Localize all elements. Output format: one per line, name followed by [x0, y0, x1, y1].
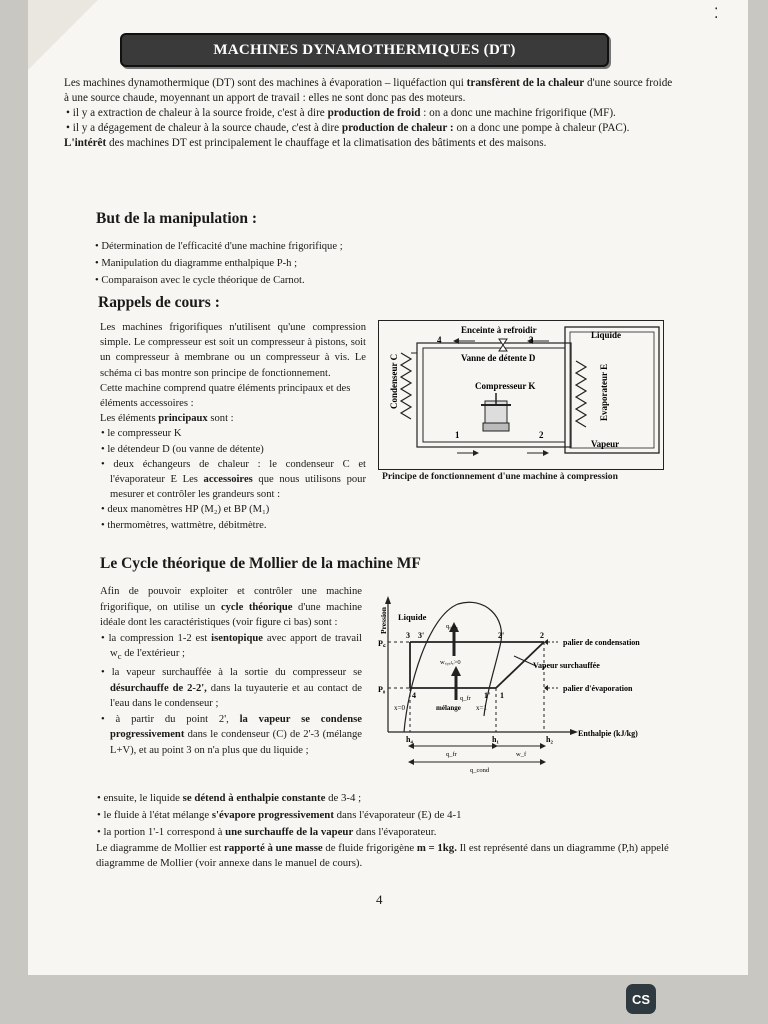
label-qfr-bottom: q_fr	[446, 751, 457, 758]
folded-corner	[28, 0, 98, 70]
intro-bullet-chaleur: • il y a dégagement de chaleur à la source chaude, c'est à dire production de chaleur : on a donc une pompe à chaleur (PAC).	[66, 122, 630, 134]
list-item: • ensuite, le liquide se détend à enthalpie constante de 3-4 ;	[97, 792, 362, 804]
label-x1: x=1	[476, 704, 487, 712]
point-label: 4	[412, 691, 416, 700]
label-vapeur: Vapeur	[591, 439, 620, 449]
cycle-paragraph: Afin de pouvoir exploiter et contrôler une machine frigorifique, on utilise un cycle théorique d'une machine idéale dont les caractéristiques (voir figure ci bas) sont :	[100, 586, 363, 629]
label-qfr: q_fr	[460, 695, 471, 702]
schema-figure	[378, 320, 664, 470]
page-number: 4	[376, 892, 383, 907]
label-liquide-zone: Liquide	[398, 612, 427, 622]
label-pc: P꜀	[378, 639, 386, 648]
list-item: • le détendeur D (ou vanne de détente)	[101, 443, 264, 455]
tick-label-h2: h₂	[546, 735, 553, 744]
mollier-diagram	[378, 596, 678, 776]
list-item: • Détermination de l'efficacité d'une machine frigorifique ;	[95, 241, 343, 252]
label-melange: mélange	[436, 704, 461, 712]
label-qcond: q꜀ₒₙₐ	[446, 623, 458, 630]
rappels-text	[100, 320, 366, 533]
heading-cycle: Le Cycle théorique de Mollier de la machine MF	[100, 555, 421, 572]
label-liquide: Liquide	[591, 330, 622, 340]
camscanner-logo: CS	[626, 984, 656, 1014]
intro-interet: L'intérêt des machines DT est principalement le chauffage et la climatisation des bâtiments et des maisons.	[64, 137, 547, 149]
rappels-paragraph: Les machines frigorifiques n'utilisent qu'une compression simple. Le compresseur est soit un compresseur à pistons, soit un compresseur à membrane ou un compresseur à vis. Le schéma ci bas montre son principe de fonctionnement.	[100, 322, 366, 379]
label-po: P₀	[378, 685, 386, 694]
point-label: 1	[500, 691, 504, 700]
list-item: • à partir du point 2', la vapeur se condense progressivement dans le condenseur (C) de 2'-3 (mélange L+V), et au point 3 on n'a plus que du liquide ;	[101, 713, 362, 757]
label-vanne: Vanne de détente D	[461, 353, 536, 363]
heading-but: But de la manipulation :	[96, 210, 258, 227]
bottom-paragraph: Le diagramme de Mollier est rapporté à une masse de fluide frigorigène m = 1kg. Il est représenté dans un diagramme (P,h) appelé diagramme de Mollier (voir annexe dans le manuel de cours).	[96, 842, 669, 869]
heading-rappels: Rappels de cours :	[98, 294, 220, 311]
label-vapeur-surchauffee: Vapeur surchauffée	[533, 661, 600, 670]
list-item: • deux manomètres HP (M₂) et BP (M₁)	[101, 504, 270, 516]
point-label: 4	[437, 335, 442, 345]
label-qcond-bottom: q_cond	[470, 767, 490, 774]
intro-section	[64, 76, 674, 151]
intro-paragraph: Les machines dynamothermique (DT) sont des machines à évaporation – liquéfaction qui transfèrent de la chaleur d'une source froide à une source chaude, moyennant un apport de travail : elles ne sont donc pas des moteurs.	[64, 77, 673, 104]
label-condenseur: Condenseur C	[389, 353, 399, 409]
point-label: 3	[406, 631, 410, 640]
list-item: • la compression 1-2 est isentopique avec apport de travail $w_c$ de l'extérieur ;	[101, 632, 362, 662]
label-x0: x=0	[394, 704, 405, 712]
list-item: • thermomètres, wattmètre, débitmètre.	[101, 519, 267, 531]
list-item: • la vapeur surchauffée à la sortie du compresseur se désurchauffe de 2-2', dans la tuyauterie et au contact de l'eau dans le condenseur ;	[101, 667, 363, 710]
list-item: • deux échangeurs de chaleur : le condenseur C et l'évaporateur E Les accessoires que nous utilisons pour mesurer et contrôler les grandeurs sont :	[101, 458, 367, 501]
rappels-paragraph: Cette machine comprend quatre éléments principaux et des éléments accessoires :	[100, 382, 351, 410]
axis-label-pression: Pression	[379, 607, 388, 634]
label-wf: w_f	[516, 751, 527, 758]
page-title: MACHINES DYNAMOTHERMIQUES (DT)	[120, 33, 609, 67]
scan-mark: ⁚	[714, 6, 719, 22]
point-label: 3	[529, 335, 534, 345]
axis-label-enthalpie: Enthalpie (kJ/kg)	[578, 729, 638, 738]
point-label: 2'	[498, 631, 505, 640]
list-item: • le compresseur K	[101, 428, 182, 440]
tick-label-h1: h₁	[492, 735, 499, 744]
label-compresseur: Compresseur K	[475, 381, 536, 391]
label-palier-condensation: palier de condensation	[563, 638, 640, 647]
list-item: • Manipulation du diagramme enthalpique P-h ;	[95, 258, 298, 269]
label-wcycle: w꜀ᵧ꜀ₗₑ>0	[440, 659, 461, 666]
bottom-section	[96, 790, 676, 871]
tick-label-h4: h₄	[406, 735, 413, 744]
point-label: 3'	[418, 631, 425, 640]
label-palier-evaporation: palier d'évaporation	[563, 684, 633, 693]
cycle-text	[100, 584, 362, 759]
list-item: • la portion 1'-1 correspond à une surchauffe de la vapeur dans l'évaporateur.	[97, 826, 437, 838]
rappels-paragraph: Les éléments principaux sont :	[100, 413, 234, 425]
list-item: • le fluide à l'état mélange s'évapore progressivement dans l'évaporateur (E) de 4-1	[97, 809, 462, 821]
but-list	[94, 238, 494, 289]
schema-caption: Principe de fonctionnement d'une machine à compression	[382, 471, 618, 482]
point-label: 2	[539, 430, 544, 440]
label-evaporateur: Evaporateur E	[599, 363, 609, 421]
point-label: 1	[455, 430, 460, 440]
intro-bullet-froid: • il y a extraction de chaleur à la source froide, c'est à dire production de froid : on a donc une machine frigorifique (MF).	[66, 107, 616, 119]
point-label: 2	[540, 631, 544, 640]
schema-diagram	[379, 321, 663, 469]
label-enceinte: Enceinte à refroidir	[461, 325, 537, 335]
point-label: 1'	[484, 691, 491, 700]
list-item: • Comparaison avec le cycle théorique de Carnot.	[95, 275, 305, 286]
